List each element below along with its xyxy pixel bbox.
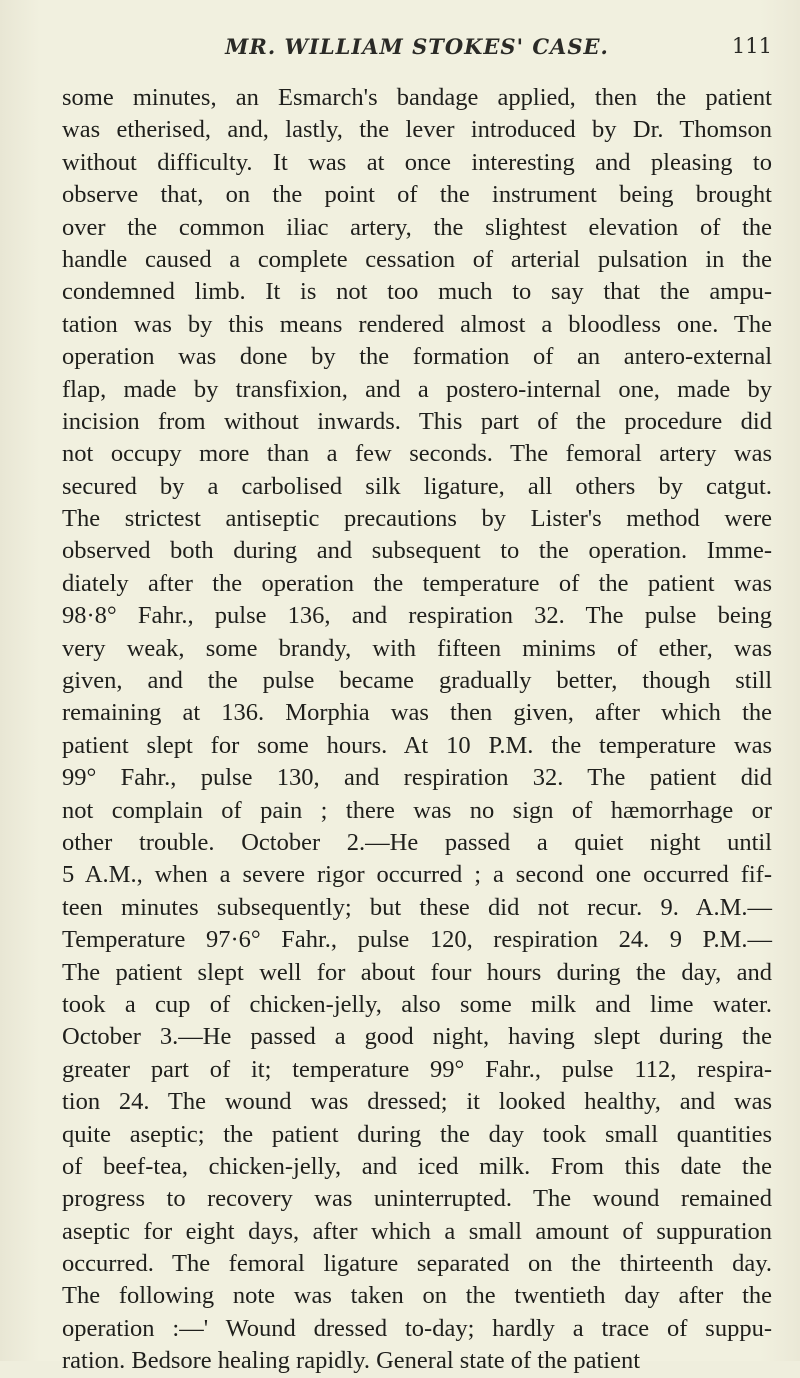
- body-text: [62, 82, 772, 1378]
- text-line: teen minutes subsequently; but these did not recur. 9. A.M.—: [62, 893, 772, 921]
- text-line: quite aseptic; the patient during the day took small quantities: [62, 1120, 772, 1148]
- text-line: some minutes, an Esmarch's bandage applied, then the patient: [62, 84, 772, 111]
- text-line: remaining at 136. Morphia was then given, after which the: [62, 699, 772, 727]
- text-line: very weak, some brandy, with fifteen minims of ether, was: [62, 634, 772, 662]
- text-line: was etherised, and, lastly, the lever introduced by Dr. Thomson: [62, 116, 772, 144]
- text-line: The following note was taken on the twentieth day after the: [62, 1282, 772, 1310]
- text-line: took a cup of chicken-jelly, also some milk and lime water.: [62, 990, 772, 1018]
- text-line: October 3.—He passed a good night, having slept during the: [62, 1023, 772, 1051]
- text-line: observe that, on the point of the instrument being brought: [62, 181, 772, 209]
- text-line: not complain of pain ; there was no sign of hæmorrhage or: [62, 796, 772, 824]
- text-line: observed both during and subsequent to the operation. Imme-: [62, 537, 772, 565]
- text-line: over the common iliac artery, the slightest elevation of the: [62, 213, 772, 241]
- text-line: handle caused a complete cessation of arterial pulsation in the: [62, 245, 772, 273]
- text-line: aseptic for eight days, after which a small amount of suppuration: [62, 1217, 772, 1245]
- text-line: Temperature 97·6° Fahr., pulse 120, respiration 24. 9 P.M.—: [62, 926, 772, 954]
- text-line: condemned limb. It is not too much to say that the ampu-: [62, 278, 772, 306]
- text-line: tation was by this means rendered almost a bloodless one. The: [62, 310, 772, 338]
- text-line: 99° Fahr., pulse 130, and respiration 32. The patient did: [62, 764, 772, 792]
- text-line: other trouble. October 2.—He passed a quiet night until: [62, 828, 772, 856]
- text-line: flap, made by transfixion, and a postero-internal one, made by: [62, 375, 772, 403]
- text-line: secured by a carbolised silk ligature, all others by catgut.: [62, 472, 772, 500]
- text-line: The patient slept well for about four hours during the day, and: [62, 958, 772, 986]
- text-line: operation :—' Wound dressed to-day; hardly a trace of suppu-: [62, 1314, 772, 1342]
- text-line: 98·8° Fahr., pulse 136, and respiration 32. The pulse being: [62, 602, 772, 630]
- text-line: diately after the operation the temperature of the patient was: [62, 569, 772, 597]
- text-line: of beef-tea, chicken-jelly, and iced milk. From this date the: [62, 1152, 772, 1180]
- text-line: progress to recovery was uninterrupted. The wound remained: [62, 1185, 772, 1213]
- text-line: tion 24. The wound was dressed; it looked healthy, and was: [62, 1088, 772, 1116]
- text-line: operation was done by the formation of an antero-external: [62, 343, 772, 371]
- running-head: MR. WILLIAM STOKES' CASE.: [225, 34, 609, 59]
- text-line: without difficulty. It was at once interesting and pleasing to: [62, 148, 772, 176]
- text-line: patient slept for some hours. At 10 P.M. the temperature was: [62, 731, 772, 759]
- text-line: 5 A.M., when a severe rigor occurred ; a second one occurred fif-: [62, 861, 772, 889]
- text-line: not occupy more than a few seconds. The femoral artery was: [62, 440, 772, 468]
- text-line: occurred. The femoral ligature separated on the thirteenth day.: [62, 1250, 772, 1278]
- text-line: The strictest antiseptic precautions by Lister's method were: [62, 505, 772, 533]
- text-line: given, and the pulse became gradually better, though still: [62, 667, 772, 695]
- text-line: incision from without inwards. This part of the procedure did: [62, 407, 772, 435]
- page-number: 111: [731, 34, 772, 58]
- text-line: greater part of it; temperature 99° Fahr., pulse 112, respira-: [62, 1055, 772, 1083]
- page-header: [62, 34, 772, 70]
- text-line: ration. Bedsore healing rapidly. General state of the patient: [62, 1347, 641, 1375]
